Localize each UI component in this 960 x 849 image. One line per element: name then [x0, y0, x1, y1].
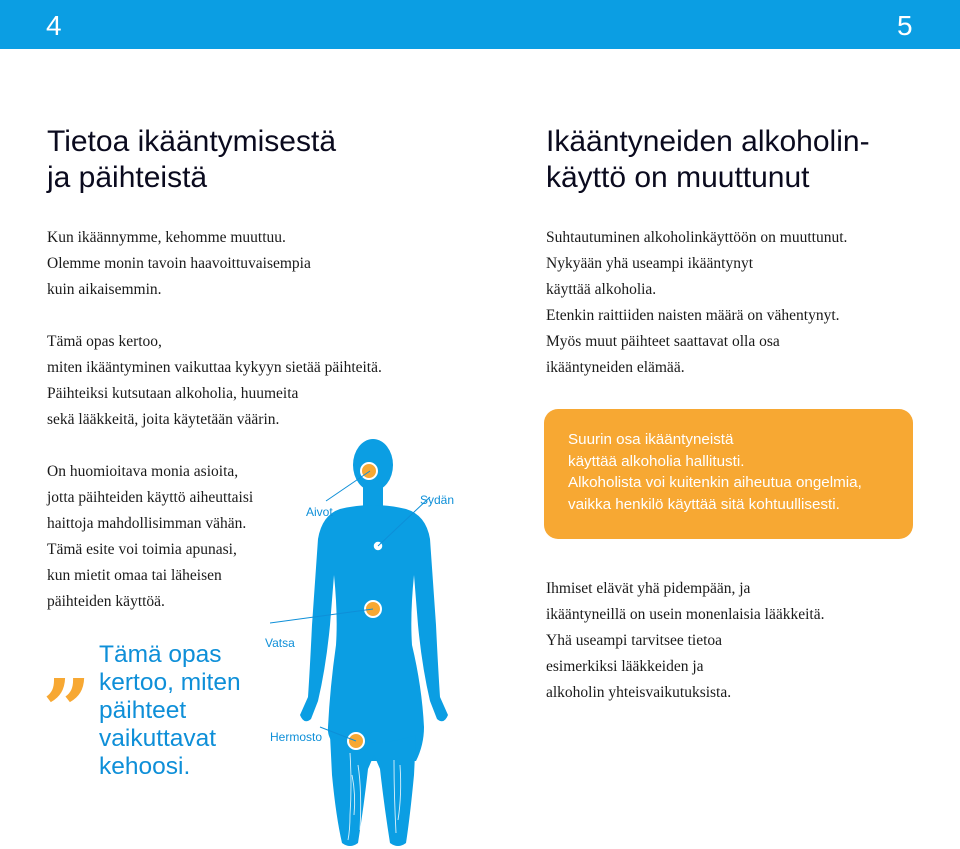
- quote-line: päihteet: [99, 697, 187, 724]
- text-line: käyttää alkoholia.: [546, 281, 657, 298]
- highlight-line: vaikka henkilö käyttää sitä kohtuullisesti.: [568, 495, 840, 513]
- text-line: Nykyään yhä useampi ikääntynyt: [546, 255, 754, 272]
- label-stomach: Vatsa: [265, 636, 295, 650]
- text-line: ikääntyneiden elämää.: [546, 359, 685, 376]
- text-line: Etenkin raittiiden naisten määrä on vähentynyt.: [546, 307, 840, 324]
- highlight-text: [568, 429, 862, 515]
- left-title-line: ja päihteistä: [47, 161, 208, 194]
- text-line: sekä lääkkeitä, joita käytetään väärin.: [47, 411, 280, 428]
- text-line: Ihmiset elävät yhä pidempään, ja: [546, 580, 751, 597]
- text-line: jotta päihteiden käyttö aiheuttaisi: [47, 489, 254, 506]
- text-line: miten ikääntyminen vaikuttaa kykyyn sietää päihteitä.: [47, 359, 382, 376]
- text-line: ikääntyneillä on usein monenlaisia lääkkeitä.: [546, 606, 825, 623]
- right-paragraph-2: [546, 576, 824, 706]
- quote-line: kehoosi.: [99, 753, 191, 780]
- right-title-line: käyttö on muuttunut: [546, 161, 810, 194]
- label-brain: Aivot: [306, 505, 333, 519]
- page-number-right: 5: [897, 10, 913, 41]
- text-line: kuin aikaisemmin.: [47, 281, 162, 298]
- highlight-line: Alkoholista voi kuitenkin aiheutua ongelmia,: [568, 474, 862, 491]
- quote-mark-icon: „: [44, 612, 93, 711]
- pull-quote: [99, 641, 241, 781]
- left-paragraph-2: [47, 329, 382, 433]
- text-line: haittoja mahdollisimman vähän.: [47, 515, 247, 532]
- highlight-line: Suurin osa ikääntyneistä: [568, 431, 734, 448]
- quote-line: vaikuttavat: [99, 725, 217, 752]
- text-line: päihteiden käyttöä.: [47, 593, 165, 610]
- highlight-box: [544, 409, 913, 539]
- text-line: Olemme monin tavoin haavoittuvaisempia: [47, 255, 311, 272]
- right-title-line: Ikääntyneiden alkoholin-: [546, 125, 870, 158]
- left-paragraph-1: [47, 225, 311, 303]
- text-line: Kun ikäännymme, kehomme muuttuu.: [47, 229, 286, 246]
- text-line: kun mietit omaa tai läheisen: [47, 567, 222, 584]
- highlight-line: käyttää alkoholia hallitusti.: [568, 452, 745, 470]
- text-line: alkoholin yhteisvaikutuksista.: [546, 684, 732, 701]
- text-line: Yhä useampi tarvitsee tietoa: [546, 632, 723, 649]
- right-title: [546, 124, 870, 196]
- text-line: esimerkiksi lääkkeiden ja: [546, 658, 704, 675]
- text-line: Tämä esite voi toimia apunasi,: [47, 541, 237, 558]
- left-title-line: Tietoa ikääntymisestä: [47, 125, 337, 158]
- text-line: Suhtautuminen alkoholinkäyttöön on muuttunut.: [546, 229, 848, 246]
- header-bar: [0, 0, 960, 49]
- page-number-left: 4: [46, 10, 62, 41]
- label-heart: Sydän: [420, 493, 455, 507]
- label-nerves: Hermosto: [270, 730, 323, 744]
- quote-line: kertoo, miten: [99, 669, 241, 696]
- text-line: Päihteiksi kutsutaan alkoholia, huumeita: [47, 385, 299, 402]
- left-paragraph-3: [47, 459, 253, 615]
- text-line: Myös muut päihteet saattavat olla osa: [546, 333, 780, 350]
- text-line: Tämä opas kertoo,: [47, 333, 162, 350]
- text-line: On huomioitava monia asioita,: [47, 463, 239, 480]
- quote-line: Tämä opas: [99, 641, 222, 668]
- right-paragraph-1: [546, 225, 847, 381]
- left-title: [47, 124, 336, 196]
